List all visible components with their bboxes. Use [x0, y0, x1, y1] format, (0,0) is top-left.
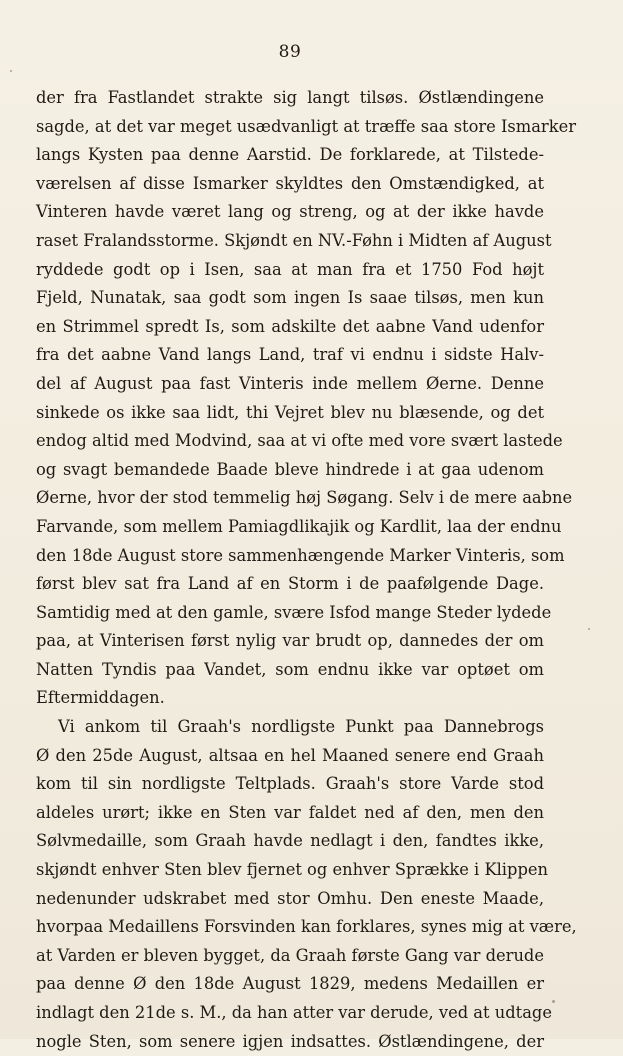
text-line: aldeles urørt; ikke en Sten var faldet ned af den, men den [36, 802, 544, 822]
text-line: paa, at Vinterisen først nylig var brudt op, dannedes der om [36, 631, 544, 651]
text-line: en Strimmel spredt Is, som adskilte det aabne Vand udenfor [36, 316, 544, 336]
text-line: del af August paa fast Vinteris inde mellem Øerne. Denne [36, 373, 544, 393]
text-line: at Varden er bleven bygget, da Graah første Gang var derude [36, 945, 544, 965]
text-line: Farvande, som mellem Pamiagdlikajik og Kardlit, laa der endnu [36, 516, 562, 536]
paragraph-start-line: Vi ankom til Graah's nordligste Punkt paa Dannebrogs [58, 717, 544, 737]
text-line: fra det aabne Vand langs Land, traf vi endnu i sidste Halv- [36, 345, 544, 365]
body-text [36, 84, 577, 1056]
text-line: Natten Tyndis paa Vandet, som endnu ikke var optøet om [36, 659, 544, 679]
text-line: der fra Fastlandet strakte sig langt tilsøs. Østlændingene [36, 88, 544, 107]
ink-speck [588, 628, 590, 630]
ink-speck [552, 1000, 555, 1003]
text-line: indlagt den 21de s. M., da han atter var derude, ved at udtage [36, 1003, 552, 1022]
text-line: endog altid med Modvind, saa at vi ofte med vore svært lastede [36, 431, 563, 451]
text-line: Fjeld, Nunatak, saa godt som ingen Is saae tilsøs, men kun [36, 288, 544, 308]
text-line: Vinteren havde været lang og streng, og at der ikke havde [36, 202, 544, 222]
text-line: skjøndt enhver Sten blev fjernet og enhver Sprække i Klippen [36, 860, 548, 880]
text-line: værelsen af disse Ismarker skyldtes den Omstændigked, at [36, 173, 544, 193]
text-line: sagde, at det var meget usædvanligt at træffe saa store Ismarker [36, 116, 576, 136]
text-line: kom til sin nordligste Teltplads. Graah's store Varde stod [36, 774, 544, 794]
text-line: Ø den 25de August, altsaa en hel Maaned senere end Graah [36, 745, 544, 765]
text-line: Øerne, hvor der stod temmelig høj Søgang. Selv i de mere aabne [36, 488, 573, 508]
text-line: ryddede godt op i Isen, saa at man fra et 1750 Fod højt [36, 259, 544, 279]
text-line: hvorpaa Medaillens Forsvinden kan forklares, synes mig at være, [36, 917, 577, 937]
text-line: paa denne Ø den 18de August 1829, medens Medaillen er [36, 974, 544, 994]
text-line: raset Fralandsstorme. Skjøndt en NV.-Føhn i Midten af August [36, 230, 552, 250]
text-line: nedenunder udskrabet med stor Omhu. Den eneste Maade, [36, 888, 544, 908]
page-number: 89 [278, 42, 302, 62]
text-line: den 18de August store sammenhængende Marker Vinteris, som [36, 545, 565, 565]
paragraph-end-line: Eftermiddagen. [36, 688, 165, 708]
text-line: og svagt bemandede Baade bleve hindrede i at gaa udenom [36, 459, 544, 479]
text-line: Sølvmedaille, som Graah havde nedlagt i den, fandtes ikke, [36, 831, 544, 851]
text-line: langs Kysten paa denne Aarstid. De forklarede, at Tilstede- [36, 145, 544, 165]
text-line: nogle Sten, som senere igjen indsattes. Østlændingene, der [36, 1031, 544, 1051]
text-line: Samtidig med at den gamle, svære Isfod mange Steder lydede [36, 602, 552, 622]
ink-speck [10, 70, 12, 72]
text-line: først blev sat fra Land af en Storm i de paafølgende Dage. [36, 574, 544, 594]
text-line: sinkede os ikke saa lidt, thi Vejret blev nu blæsende, og det [36, 402, 544, 422]
